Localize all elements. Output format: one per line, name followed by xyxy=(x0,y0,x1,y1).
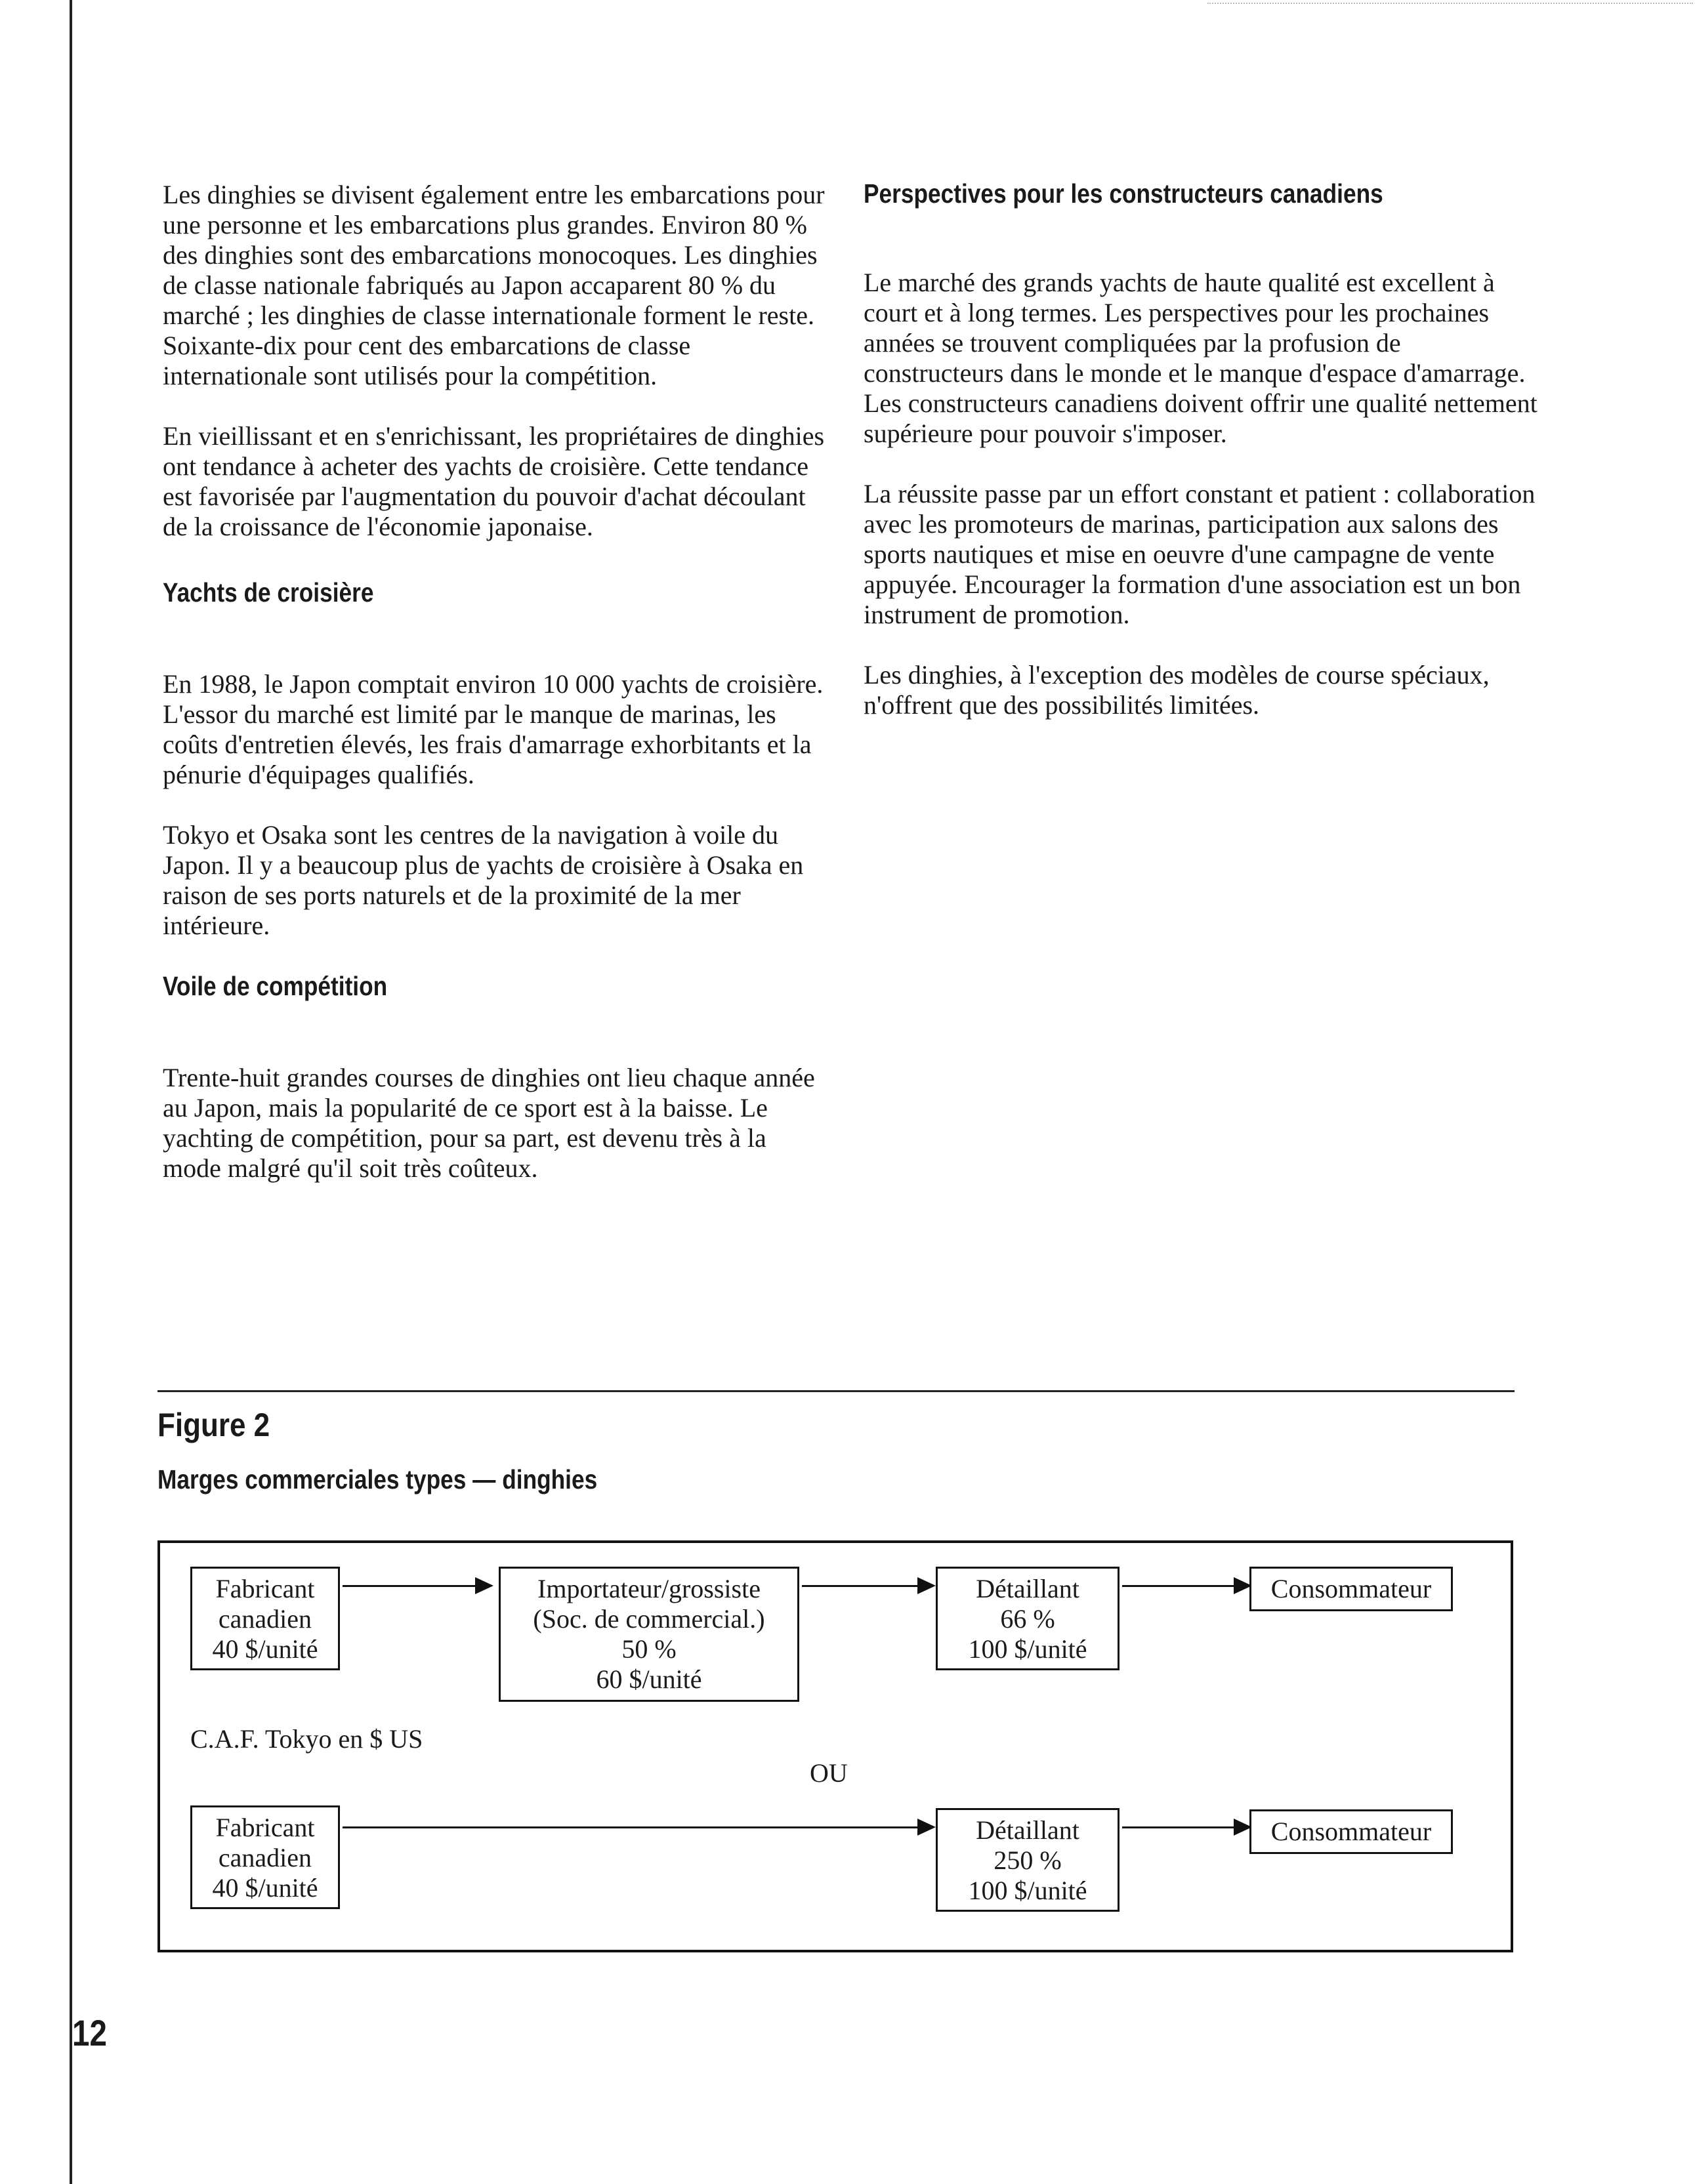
box-detaillant-row1 xyxy=(936,1567,1120,1670)
box-line: Fabricant xyxy=(215,1574,315,1603)
heading-voile-competition: Voile de compétition xyxy=(163,971,388,1001)
figure-rule xyxy=(157,1390,1515,1392)
page-number: 12 xyxy=(72,2012,107,2053)
paragraph-reussite: La réussite passe par un effort constant et patient : collaboration avec les promoteurs de marinas, participation aux salons des sports nautiques et mise en oeuvre d'une campagne de vente appuyée. Encourager la formation d'une association est un bon instrument de promotion. xyxy=(864,479,1536,629)
heading-perspectives: Perspectives pour les constructeurs canadiens xyxy=(864,178,1383,209)
box-line: 40 $/unité xyxy=(212,1634,318,1664)
box-detaillant-row2 xyxy=(936,1808,1120,1912)
box-consommateur-row2 xyxy=(1249,1809,1453,1854)
box-fabricant-row1 xyxy=(190,1567,340,1670)
box-line: (Soc. de commercial.) xyxy=(533,1604,765,1634)
paragraph-courses: Trente-huit grandes courses de dinghies ont lieu chaque année au Japon, mais la popularité de ce sport est à la baisse. Le yachting de compétition, pour sa part, est devenu très à la mode malgré qu'il soit très coûteux. xyxy=(163,1063,815,1183)
box-line: Détaillant xyxy=(976,1574,1079,1603)
box-fabricant-row2 xyxy=(190,1805,340,1909)
box-line: 250 % xyxy=(994,1845,1062,1875)
box-line: Importateur/grossiste xyxy=(537,1574,761,1603)
box-line: Consommateur xyxy=(1270,1817,1432,1846)
figure-diagram-frame xyxy=(157,1540,1513,1952)
top-edge-dashes xyxy=(1207,3,1693,4)
arrow-detaillant-consommateur-row2 xyxy=(1122,1826,1249,1828)
page-margin-rule xyxy=(70,0,72,2184)
arrow-importateur-detaillant xyxy=(802,1585,933,1587)
box-line: Consommateur xyxy=(1270,1574,1432,1603)
paragraph-marche-yachts: Le marché des grands yachts de haute qualité est excellent à court et à long termes. Les perspectives pour les prochaines années se trouvent compliquées par la profusion de constructeurs dans le monde et le manque d'espace d'amarrage. Les constructeurs canadiens doivent offrir une qualité nettement supérieure pour pouvoir s'imposer. xyxy=(864,268,1538,448)
paragraph-proprietaires: En vieillissant et en s'enrichissant, les propriétaires de dinghies ont tendance à acheter des yachts de croisière. Cette tendance est favorisée par l'augmentation du pouvoir d'achat découlant de la croissance de l'économie japonaise. xyxy=(163,421,825,541)
caf-note: C.A.F. Tokyo en $ US xyxy=(190,1724,423,1754)
box-line: 40 $/unité xyxy=(212,1873,318,1903)
figure-subtitle: Marges commerciales types — dinghies xyxy=(157,1464,598,1494)
arrow-detaillant-consommateur-row1 xyxy=(1122,1585,1249,1587)
arrow-fabricant-detaillant xyxy=(343,1826,933,1828)
heading-yachts-croisiere: Yachts de croisière xyxy=(163,577,374,608)
box-line: 100 $/unité xyxy=(968,1876,1087,1905)
paragraph-dinghies-possibilites: Les dinghies, à l'exception des modèles de course spéciaux, n'offrent que des possibilités limitées. xyxy=(864,660,1490,720)
box-line: 66 % xyxy=(1000,1604,1055,1634)
box-line: Détaillant xyxy=(976,1815,1079,1845)
paragraph-dinghies-classes: Les dinghies se divisent également entre les embarcations pour une personne et les embarcations plus grandes. Environ 80 % des dinghies sont des embarcations monocoques. Les dinghies de classe nationale fabriqués au Japon accaparent 80 % du marché ; les dinghies de classe internationale forment le reste. Soixante-dix pour cent des embarcations de classe internationale sont utilisés pour la compétition. xyxy=(163,180,825,390)
box-consommateur-row1 xyxy=(1249,1567,1453,1611)
paragraph-yachts-1988: En 1988, le Japon comptait environ 10 000 yachts de croisière. L'essor du marché est limité par le manque de marinas, les coûts d'entretien élevés, les frais d'amarrage exhorbitants et la pénurie d'équipages qualifiés. xyxy=(163,669,824,789)
box-importateur-grossiste xyxy=(499,1567,799,1702)
ou-label: OU xyxy=(810,1758,848,1788)
arrow-fabricant-importateur xyxy=(343,1585,491,1587)
box-line: canadien xyxy=(218,1604,312,1634)
box-line: 100 $/unité xyxy=(968,1634,1087,1664)
box-line: 50 % xyxy=(621,1634,677,1664)
figure-title: Figure 2 xyxy=(157,1407,270,1443)
left-column xyxy=(163,180,826,1184)
right-column xyxy=(864,180,1546,720)
box-line: Fabricant xyxy=(215,1813,315,1842)
box-line: canadien xyxy=(218,1843,312,1872)
box-line: 60 $/unité xyxy=(596,1664,702,1694)
paragraph-tokyo-osaka: Tokyo et Osaka sont les centres de la navigation à voile du Japon. Il y a beaucoup plus de yachts de croisière à Osaka en raison de ses ports naturels et de la proximité de la mer intérieure. xyxy=(163,820,804,940)
